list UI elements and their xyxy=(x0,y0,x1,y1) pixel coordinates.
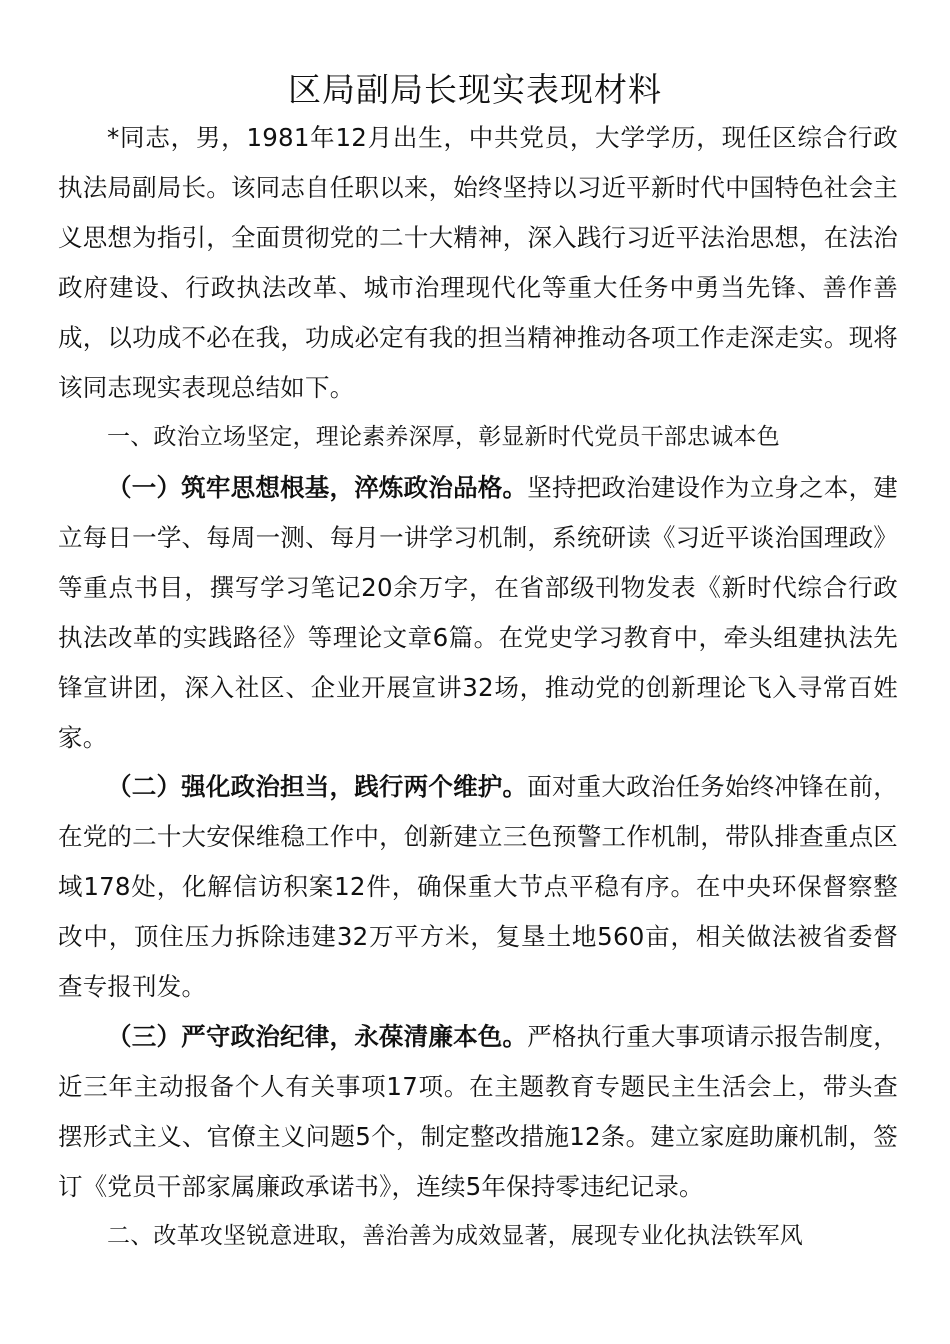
item-2-paragraph xyxy=(58,762,898,1012)
item-2-text: 面对重大政治任务始终冲锋在前，在党的二十大安保维稳工作中，创新建立三色预警工作机制，带队排查重点区域178处，化解信访积案12件，确保重大节点平稳有序。在中央环保督察整改中，顶住压力拆除违建32万平方米，复垦土地560亩，相关做法被省委督查专报刊发。 xyxy=(58,772,899,1001)
item-3-lead: （三）严守政治纪律，永葆清廉本色。 xyxy=(107,1022,528,1051)
item-1-text: 坚持把政治建设作为立身之本，建立每日一学、每周一测、每月一讲学习机制，系统研读《习近平谈治国理政》等重点书目，撰写学习笔记20余万字，在省部级刊物发表《新时代综合行政执法改革的实践路径》等理论文章6篇。在党史学习教育中，牵头组建执法先锋宣讲团，深入社区、企业开展宣讲32场，推动党的创新理论飞入寻常百姓家。 xyxy=(58,473,899,752)
item-2-lead: （二）强化政治担当，践行两个维护。 xyxy=(107,772,528,801)
intro-paragraph: *同志，男，1981年12月出生，中共党员，大学学历，现任区综合行政执法局副局长。该同志自任职以来，始终坚持以习近平新时代中国特色社会主义思想为指引，全面贯彻党的二十大精神，深入践行习近平法治思想，在法治政府建设、行政执法改革、城市治理现代化等重大任务中勇当先锋、善作善成，以功成不必在我，功成必定有我的担当精神推动各项工作走深走实。现将该同志现实表现总结如下。 xyxy=(58,123,898,402)
item-3-text: 严格执行重大事项请示报告制度，近三年主动报备个人有关事项17项。在主题教育专题民主生活会上，带头查摆形式主义、官僚主义问题5个，制定整改措施12条。建立家庭助廉机制，签订《党员干部家属廉政承诺书》，连续5年保持零违纪记录。 xyxy=(58,1022,899,1201)
item-1-paragraph xyxy=(58,463,898,762)
item-3-paragraph xyxy=(58,1012,898,1212)
document-title: 区局副局长现实表现材料 xyxy=(288,70,662,109)
section-2-heading: 二、改革攻坚锐意进取，善治善为成效显著，展现专业化执法铁军风 xyxy=(107,1223,803,1249)
section-1-heading: 一、政治立场坚定，理论素养深厚，彰显新时代党员干部忠诚本色 xyxy=(107,424,780,450)
item-1-lead: （一）筑牢思想根基，淬炼政治品格。 xyxy=(107,473,528,502)
